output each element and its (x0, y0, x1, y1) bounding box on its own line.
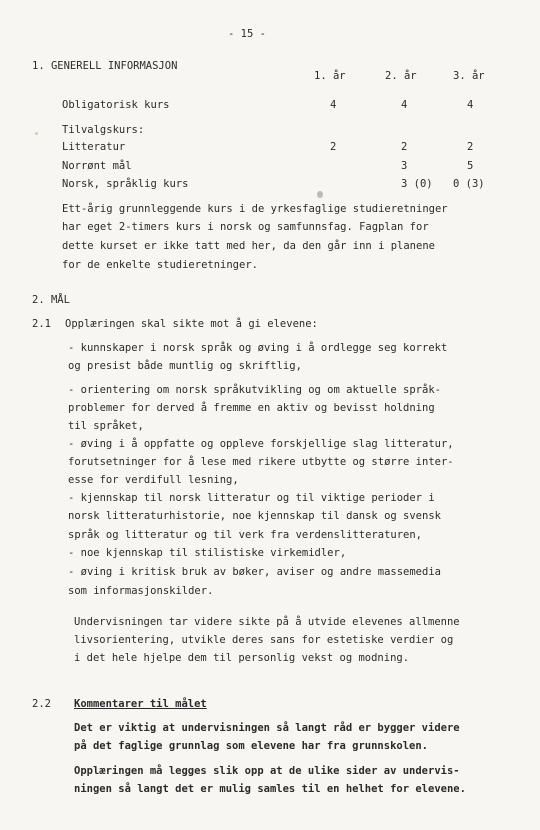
row-value-year2: 2 (401, 141, 408, 153)
list-item: forutsetninger for å lese med rikere utbytte og større inter- (68, 456, 454, 468)
subsection-2-1-intro: Opplæringen skal sikte mot å gi elevene: (65, 318, 318, 330)
year-header-1: 1. år (314, 70, 346, 82)
paragraph-line: Opplæringen må legges slik opp at de ulike sider av undervis- (74, 765, 460, 777)
ink-smudge (317, 191, 323, 198)
paper-speck (35, 132, 38, 135)
row-value-year3: 2 (467, 141, 474, 153)
list-item: - øving i kritisk bruk av bøker, aviser og andre massemedia (68, 566, 441, 578)
subsection-2-1-number: 2.1 (32, 318, 51, 330)
list-item: - kunnskaper i norsk språk og øving i å ordlegge seg korrekt (68, 342, 448, 354)
row-label: Norrønt mål (62, 160, 132, 172)
row-value-year2: 3 (0) (401, 178, 433, 190)
list-item: og presist både muntlig og skriftlig, (68, 360, 302, 372)
page-number: - 15 - (228, 28, 266, 40)
paragraph-line: på det faglige grunnlag som elevene har fra grunnskolen. (74, 740, 429, 752)
list-item: problemer for derved å fremme en aktiv og bevisst holdning (68, 402, 435, 414)
list-item: - øving i å oppfatte og oppleve forskjellige slag litteratur, (68, 438, 454, 450)
row-value-year3: 4 (467, 99, 474, 111)
list-item: til språket, (68, 420, 144, 432)
list-item: norsk litteraturhistorie, noe kjennskap til dansk og svensk (68, 510, 441, 522)
row-value-year2: 3 (401, 160, 408, 172)
subsection-2-2-number: 2.2 (32, 698, 51, 710)
list-item: - kjennskap til norsk litteratur og til viktige perioder i (68, 492, 435, 504)
year-header-3: 3. år (453, 70, 485, 82)
list-item: esse for verdifull lesning, (68, 474, 239, 486)
paragraph-line: Undervisningen tar videre sikte på å utvide elevenes allmenne (74, 616, 460, 628)
list-item: som informasjonskilder. (68, 585, 214, 597)
row-value-year2: 4 (401, 99, 408, 111)
section-1-heading: 1. GENERELL INFORMASJON (32, 60, 178, 72)
row-value-year3: 5 (467, 160, 474, 172)
row-label: Norsk, språklig kurs (62, 178, 189, 190)
paragraph-line: i det hele hjelpe dem til personlig vekst og modning. (74, 652, 410, 664)
subsection-2-2-heading: Kommentarer til målet (74, 698, 207, 710)
list-item: - orientering om norsk språkutvikling og om aktuelle språk- (68, 384, 441, 396)
row-label: Litteratur (62, 141, 126, 153)
row-value-year1: 2 (330, 141, 337, 153)
row-value-year1: 4 (330, 99, 337, 111)
paragraph-line: livsorientering, utvikle deres sans for estetiske verdier og (74, 634, 454, 646)
row-label: Tilvalgskurs: (62, 124, 145, 136)
list-item: språk og litteratur og til verk fra verdenslitteraturen, (68, 529, 423, 541)
note-line: har eget 2-timers kurs i norsk og samfunnsfag. Fagplan for (62, 221, 429, 233)
row-value-year3: 0 (3) (453, 178, 485, 190)
note-line: Ett-årig grunnleggende kurs i de yrkesfaglige studieretninger (62, 203, 448, 215)
row-label: Obligatorisk kurs (62, 99, 170, 111)
year-header-2: 2. år (385, 70, 417, 82)
section-2-heading: 2. MÅL (32, 294, 70, 306)
note-line: dette kurset er ikke tatt med her, da den går inn i planene (62, 240, 435, 252)
list-item: - noe kjennskap til stilistiske virkemidler, (68, 547, 347, 559)
paragraph-line: ningen så langt det er mulig samles til en helhet for elevene. (74, 783, 466, 795)
note-line: for de enkelte studieretninger. (62, 259, 258, 271)
paragraph-line: Det er viktig at undervisningen så langt råd er bygger videre (74, 722, 460, 734)
